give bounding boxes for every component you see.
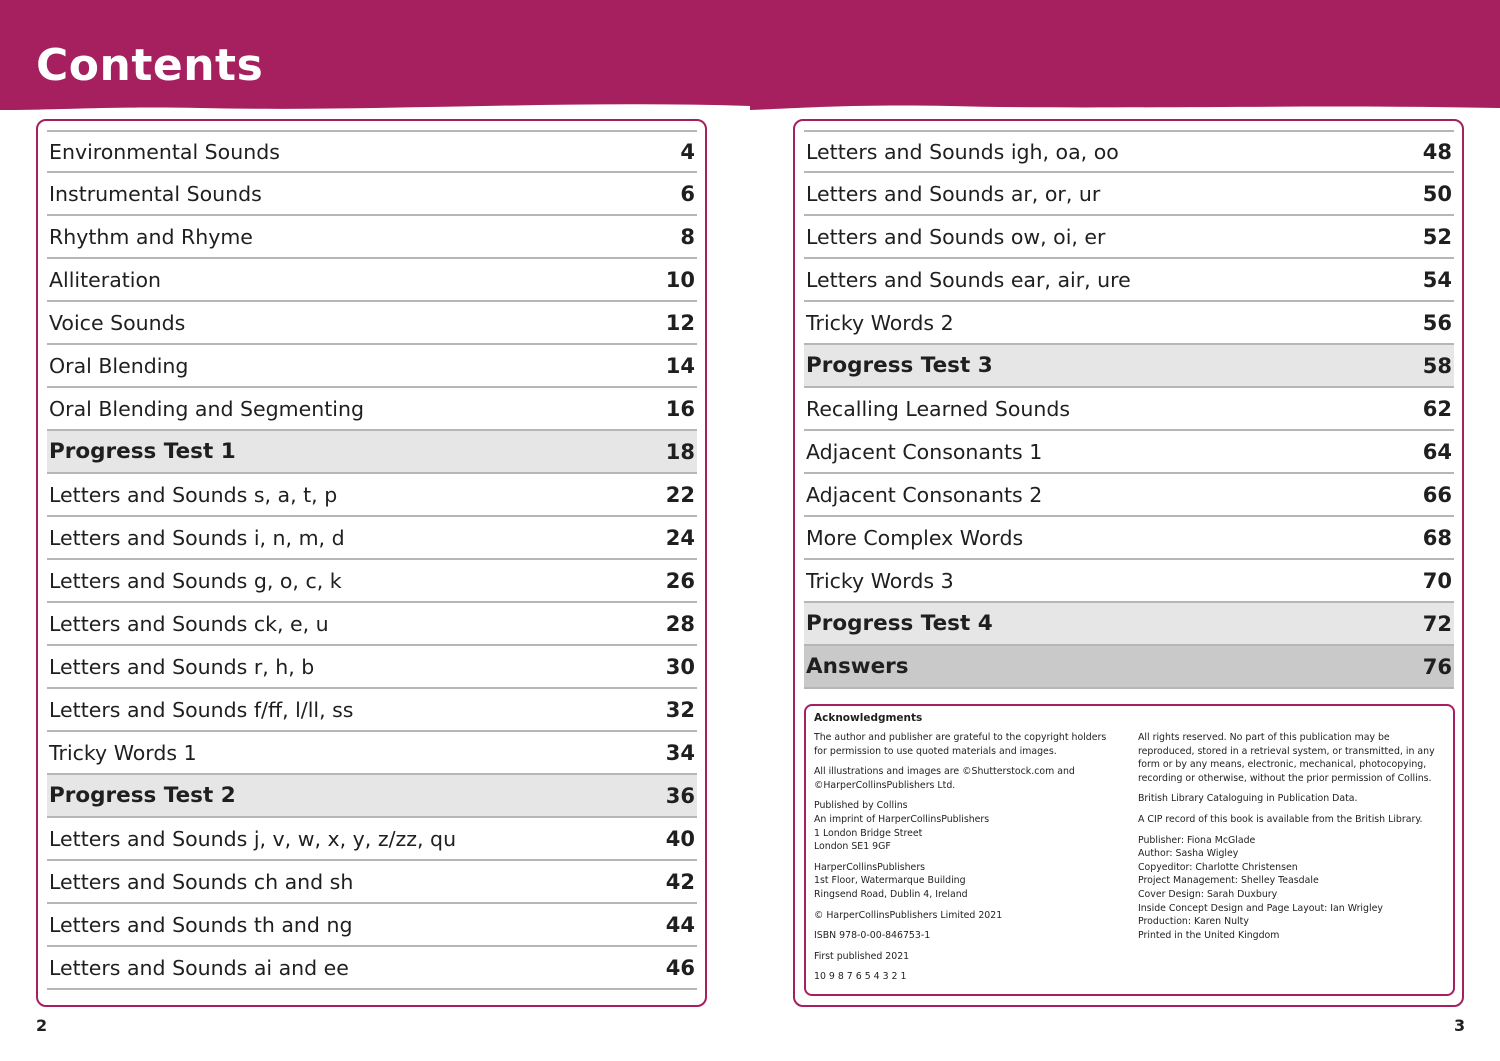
- acknowledgments-paragraph: [814, 765, 1114, 792]
- page-title: Contents: [36, 40, 264, 91]
- toc-entry-title: Environmental Sounds: [49, 139, 280, 164]
- toc-entry-page: 54: [1422, 267, 1452, 292]
- toc-entry-title: Rhythm and Rhyme: [49, 224, 253, 249]
- contents-panel-left: [36, 119, 707, 1007]
- toc-row: [47, 646, 697, 689]
- acknowledgments-line: ©HarperCollinsPublishers Ltd.: [814, 779, 956, 791]
- toc-entry-title: Adjacent Consonants 2: [806, 482, 1043, 507]
- toc-entry-title: Alliteration: [49, 267, 162, 292]
- toc-row: [47, 603, 697, 646]
- toc-entry-title: Progress Test 3: [806, 353, 993, 378]
- acknowledgments-column-left: [814, 731, 1114, 991]
- toc-entry-page: 50: [1422, 181, 1452, 206]
- acknowledgments-heading: Acknowledgments: [814, 712, 923, 724]
- toc-row: [804, 173, 1454, 216]
- acknowledgments-line: 1st Floor, Watermarque Building: [814, 875, 966, 887]
- acknowledgments-line: 10 9 8 7 6 5 4 3 2 1: [814, 971, 907, 983]
- toc-entry-title: Letters and Sounds f/ff, l/ll, ss: [49, 697, 354, 722]
- toc-row: [47, 517, 697, 560]
- acknowledgments-paragraph: [814, 909, 1114, 923]
- acknowledgments-paragraph: [814, 731, 1114, 758]
- toc-row: [804, 474, 1454, 517]
- acknowledgments-line: HarperCollinsPublishers: [814, 861, 926, 873]
- toc-row: [47, 818, 697, 861]
- toc-entry-title: Progress Test 4: [806, 611, 993, 636]
- toc-entry-title: Instrumental Sounds: [49, 181, 262, 206]
- acknowledgments-line: All rights reserved. No part of this publication may be: [1138, 732, 1390, 743]
- toc-row: [804, 302, 1454, 345]
- acknowledgments-line: for permission to use quoted materials and images.: [814, 745, 1057, 757]
- acknowledgments-line: Printed in the United Kingdom: [1138, 929, 1280, 941]
- acknowledgments-line: © HarperCollinsPublishers Limited 2021: [814, 909, 1003, 921]
- toc-entry-title: Oral Blending and Segmenting: [49, 396, 364, 421]
- toc-entry-page: 32: [665, 697, 695, 722]
- toc-row: [804, 646, 1454, 689]
- toc-list-right: [804, 130, 1454, 689]
- acknowledgments-paragraph: [1138, 813, 1438, 827]
- page-number-left: 2: [36, 1016, 48, 1035]
- acknowledgments-line: recording or otherwise, without the prior permission of Collins.: [1138, 772, 1432, 784]
- toc-entry-page: 22: [665, 482, 695, 507]
- toc-row: [47, 259, 697, 302]
- acknowledgments-paragraph: [814, 861, 1114, 902]
- toc-entry-page: 66: [1422, 482, 1452, 507]
- acknowledgments-column-right: [1138, 731, 1438, 991]
- toc-row: [804, 517, 1454, 560]
- acknowledgments-line: Project Management: Shelley Teasdale: [1138, 875, 1319, 887]
- acknowledgments-line: London SE1 9GF: [814, 841, 891, 853]
- acknowledgments-line: Author: Sasha Wigley: [1138, 848, 1239, 860]
- acknowledgments-line: Inside Concept Design and Page Layout: Ian Wrigley: [1138, 902, 1383, 914]
- toc-entry-title: Voice Sounds: [49, 310, 186, 335]
- toc-entry-page: 30: [665, 654, 695, 679]
- acknowledgments-paragraph: [1138, 834, 1438, 943]
- acknowledgments-paragraph: [1138, 792, 1438, 806]
- toc-entry-page: 34: [665, 740, 695, 765]
- toc-list-left: [47, 130, 697, 990]
- toc-entry-title: Tricky Words 3: [806, 568, 954, 593]
- acknowledgments-line: Published by Collins: [814, 800, 908, 812]
- toc-row: [47, 173, 697, 216]
- acknowledgments-line: Cover Design: Sarah Duxbury: [1138, 888, 1278, 900]
- toc-row: [804, 388, 1454, 431]
- toc-row: [47, 775, 697, 818]
- toc-entry-title: Letters and Sounds ear, air, ure: [806, 267, 1131, 292]
- acknowledgments-paragraph: [814, 970, 1114, 984]
- toc-entry-title: More Complex Words: [806, 525, 1024, 550]
- acknowledgments-line: Ringsend Road, Dublin 4, Ireland: [814, 888, 968, 900]
- acknowledgments-paragraph: [814, 950, 1114, 964]
- toc-entry-title: Letters and Sounds igh, oa, oo: [806, 139, 1119, 164]
- acknowledgments-paragraph: [814, 799, 1114, 853]
- toc-entry-title: Progress Test 2: [49, 783, 236, 808]
- toc-row: [47, 947, 697, 990]
- toc-entry-page: 64: [1422, 439, 1452, 464]
- acknowledgments-line: reproduced, stored in a retrieval system, or transmitted, in any: [1138, 745, 1435, 757]
- header-banner: [0, 0, 1500, 112]
- toc-row: [804, 603, 1454, 646]
- toc-entry-page: 18: [665, 439, 695, 464]
- acknowledgments-line: All illustrations and images are ©Shutterstock.com and: [814, 766, 1075, 778]
- toc-entry-title: Recalling Learned Sounds: [806, 396, 1071, 421]
- toc-entry-title: Letters and Sounds ow, oi, er: [806, 224, 1106, 249]
- toc-entry-page: 40: [665, 826, 695, 851]
- toc-entry-page: 42: [665, 869, 695, 894]
- acknowledgments-box: [804, 704, 1455, 996]
- toc-row: [47, 216, 697, 259]
- toc-row: [47, 861, 697, 904]
- toc-entry-page: 76: [1422, 654, 1452, 679]
- toc-entry-title: Tricky Words 2: [806, 310, 954, 335]
- acknowledgments-line: First published 2021: [814, 950, 910, 962]
- toc-entry-title: Letters and Sounds ai and ee: [49, 955, 349, 980]
- toc-row: [47, 431, 697, 474]
- toc-row: [47, 474, 697, 517]
- toc-entry-page: 56: [1422, 310, 1452, 335]
- acknowledgments-line: form or by any means, electronic, mechanical, photocopying,: [1138, 759, 1427, 771]
- toc-entry-page: 58: [1422, 353, 1452, 378]
- toc-entry-title: Letters and Sounds j, v, w, x, y, z/zz, qu: [49, 826, 457, 851]
- toc-entry-page: 28: [665, 611, 695, 636]
- toc-entry-title: Progress Test 1: [49, 439, 236, 464]
- toc-entry-title: Oral Blending: [49, 353, 189, 378]
- toc-row: [47, 560, 697, 603]
- acknowledgments-line: Copyeditor: Charlotte Christensen: [1138, 861, 1298, 873]
- toc-entry-title: Letters and Sounds s, a, t, p: [49, 482, 338, 507]
- toc-entry-title: Answers: [806, 654, 909, 679]
- toc-row: [804, 216, 1454, 259]
- acknowledgments-paragraph: [814, 929, 1114, 943]
- toc-entry-page: 16: [665, 396, 695, 421]
- toc-row: [804, 560, 1454, 603]
- toc-row: [47, 732, 697, 775]
- toc-entry-page: 48: [1422, 139, 1452, 164]
- toc-row: [804, 345, 1454, 388]
- toc-entry-title: Adjacent Consonants 1: [806, 439, 1043, 464]
- acknowledgments-line: A CIP record of this book is available from the British Library.: [1138, 813, 1423, 825]
- contents-panel-right: [793, 119, 1464, 1007]
- page-number-right: 3: [1454, 1016, 1466, 1035]
- toc-entry-title: Letters and Sounds ck, e, u: [49, 611, 329, 636]
- acknowledgments-line: An imprint of HarperCollinsPublishers: [814, 813, 990, 825]
- toc-entry-title: Tricky Words 1: [49, 740, 197, 765]
- toc-entry-page: 10: [665, 267, 695, 292]
- toc-row: [804, 259, 1454, 302]
- toc-entry-page: 68: [1422, 525, 1452, 550]
- toc-entry-page: 44: [665, 912, 695, 937]
- toc-entry-title: Letters and Sounds th and ng: [49, 912, 353, 937]
- toc-entry-page: 4: [680, 139, 695, 164]
- toc-row: [47, 388, 697, 431]
- toc-row: [47, 689, 697, 732]
- acknowledgments-line: ISBN 978-0-00-846753-1: [814, 930, 931, 942]
- toc-entry-page: 36: [665, 783, 695, 808]
- acknowledgments-line: The author and publisher are grateful to the copyright holders: [814, 732, 1107, 743]
- toc-row: [804, 431, 1454, 474]
- toc-entry-page: 14: [665, 353, 695, 378]
- toc-entry-page: 46: [665, 955, 695, 980]
- toc-entry-title: Letters and Sounds ch and sh: [49, 869, 354, 894]
- toc-entry-page: 8: [680, 224, 695, 249]
- acknowledgments-paragraph: [1138, 731, 1438, 785]
- toc-entry-page: 72: [1422, 611, 1452, 636]
- toc-row: [47, 130, 697, 173]
- acknowledgments-line: British Library Cataloguing in Publication Data.: [1138, 793, 1358, 805]
- toc-entry-page: 62: [1422, 396, 1452, 421]
- toc-entry-title: Letters and Sounds r, h, b: [49, 654, 315, 679]
- acknowledgments-line: 1 London Bridge Street: [814, 827, 923, 839]
- toc-row: [47, 904, 697, 947]
- toc-entry-page: 26: [665, 568, 695, 593]
- toc-entry-page: 70: [1422, 568, 1452, 593]
- toc-entry-page: 52: [1422, 224, 1452, 249]
- toc-entry-page: 6: [680, 181, 695, 206]
- toc-row: [47, 302, 697, 345]
- toc-entry-title: Letters and Sounds g, o, c, k: [49, 568, 342, 593]
- acknowledgments-line: Production: Karen Nulty: [1138, 916, 1249, 928]
- toc-row: [47, 345, 697, 388]
- toc-row: [804, 130, 1454, 173]
- toc-entry-title: Letters and Sounds ar, or, ur: [806, 181, 1101, 206]
- acknowledgments-line: Publisher: Fiona McGlade: [1138, 834, 1256, 846]
- toc-entry-page: 12: [665, 310, 695, 335]
- toc-entry-page: 24: [665, 525, 695, 550]
- toc-entry-title: Letters and Sounds i, n, m, d: [49, 525, 345, 550]
